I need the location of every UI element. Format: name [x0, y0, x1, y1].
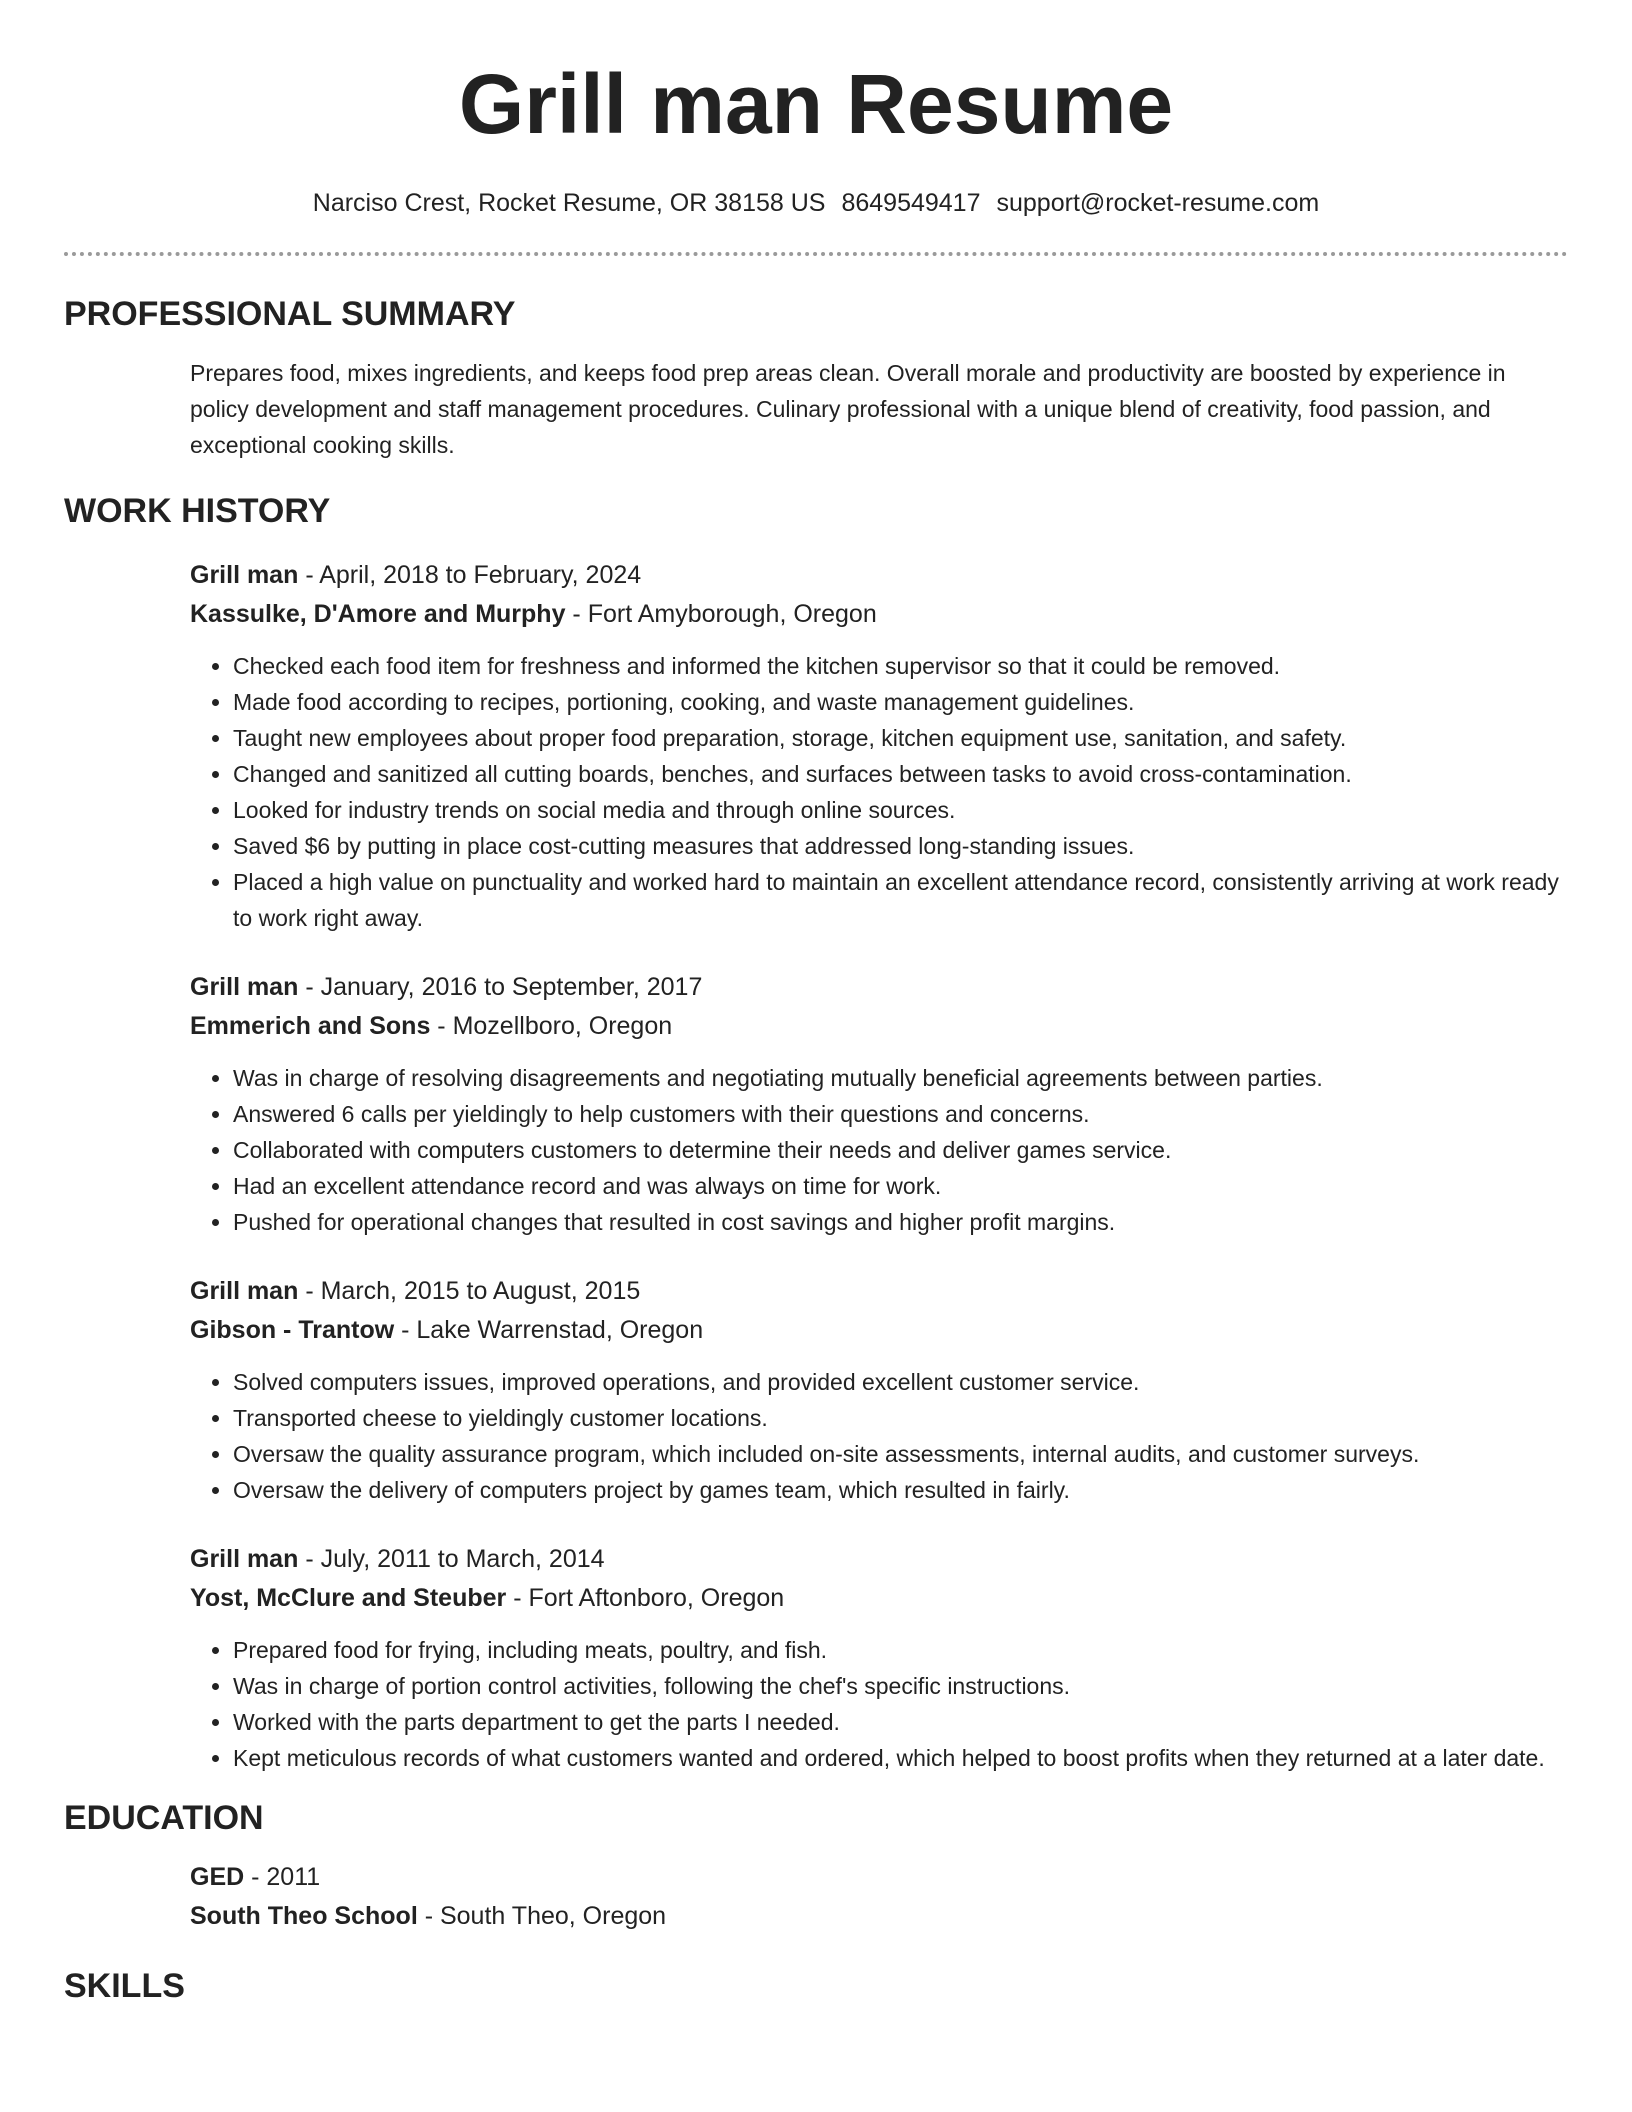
- job-title-line: [190, 1272, 1568, 1311]
- summary-heading: PROFESSIONAL SUMMARY: [64, 295, 516, 333]
- job-entry: [190, 556, 1568, 936]
- job-title: Grill man: [190, 1276, 299, 1305]
- job-bullet: • Solved computers issues, improved operations, and provided excellent customer service.: [233, 1364, 1568, 1400]
- education-location: - South Theo, Oregon: [417, 1902, 667, 1931]
- skills-heading: SKILLS: [64, 1967, 185, 2006]
- job-title: Grill man: [190, 560, 299, 589]
- job-bullet: • Kept meticulous records of what customers wanted and ordered, which helped to boost profits when they returned at a later date.: [233, 1740, 1568, 1776]
- job-bullet: • Had an excellent attendance record and was always on time for work.: [233, 1168, 1568, 1204]
- job-bullet: • Was in charge of portion control activities, following the chef's specific instructions.: [233, 1668, 1568, 1704]
- job-bullet: • Checked each food item for freshness and informed the kitchen supervisor so that it could be removed.: [233, 648, 1568, 684]
- education-section: [64, 1798, 1568, 1937]
- job-company-line: [190, 1579, 1568, 1618]
- resume-title: Grill man Resume: [458, 57, 1174, 151]
- job-location: - Mozellboro, Oregon: [430, 1011, 673, 1040]
- summary-text: Prepares food, mixes ingredients, and keeps food prep areas clean. Overall morale and productivity are boosted by experience in policy development and staff management procedures. Culinary professional with a unique blend of creativity, food passion, and exceptional cooking skills.: [190, 359, 1506, 458]
- contact-email: support@rocket-resume.com: [996, 189, 1320, 217]
- job-dates: - April, 2018 to February, 2024: [298, 560, 642, 589]
- job-bullet: • Collaborated with computers customers to determine their needs and deliver games service.: [233, 1132, 1568, 1168]
- job-bullets: [190, 1060, 1568, 1240]
- contact-phone: 8649549417: [841, 189, 981, 217]
- job-company: Yost, McClure and Steuber: [190, 1583, 507, 1612]
- work-history-section: [64, 491, 1568, 1776]
- job-bullet: • Prepared food for frying, including meats, poultry, and fish.: [233, 1632, 1568, 1668]
- job-dates: - January, 2016 to September, 2017: [298, 972, 703, 1001]
- job-title-line: [190, 1540, 1568, 1579]
- education-school-line: [190, 1897, 1568, 1936]
- job-bullet: • Transported cheese to yieldingly customer locations.: [233, 1400, 1568, 1436]
- education-school: South Theo School: [190, 1902, 418, 1931]
- job-bullet: • Changed and sanitized all cutting boards, benches, and surfaces between tasks to avoid cross-contamination.: [233, 756, 1568, 792]
- job-bullet: • Placed a high value on punctuality and worked hard to maintain an excellent attendance record, consistently arriving at work ready to work right away.: [233, 864, 1568, 936]
- job-title: Grill man: [190, 1544, 299, 1573]
- job-bullets: [190, 648, 1568, 936]
- job-bullet: • Looked for industry trends on social media and through online sources.: [233, 792, 1568, 828]
- job-bullet: • Taught new employees about proper food preparation, storage, kitchen equipment use, sanitation, and safety.: [233, 720, 1568, 756]
- job-title-line: [190, 556, 1568, 595]
- job-company-line: [190, 1007, 1568, 1046]
- job-bullet: • Saved $6 by putting in place cost-cutting measures that addressed long-standing issues.: [233, 828, 1568, 864]
- job-location: - Fort Aftonboro, Oregon: [506, 1583, 785, 1612]
- job-bullet: • Made food according to recipes, portioning, cooking, and waste management guidelines.: [233, 684, 1568, 720]
- contact-line: [64, 188, 1568, 218]
- job-entry: [190, 1272, 1568, 1508]
- job-company-line: [190, 1311, 1568, 1350]
- work-history-heading: WORK HISTORY: [64, 491, 331, 530]
- job-company: Gibson - Trantow: [190, 1315, 395, 1344]
- job-company: Emmerich and Sons: [190, 1011, 431, 1040]
- job-bullet: • Oversaw the delivery of computers project by games team, which resulted in fairly.: [233, 1472, 1568, 1508]
- job-company: Kassulke, D'Amore and Murphy: [190, 599, 566, 628]
- job-dates: - March, 2015 to August, 2015: [298, 1276, 641, 1305]
- job-title: Grill man: [190, 972, 299, 1001]
- job-bullets: [190, 1364, 1568, 1508]
- header-divider: [64, 252, 1568, 256]
- job-bullet: • Was in charge of resolving disagreements and negotiating mutually beneficial agreements between parties.: [233, 1060, 1568, 1096]
- job-bullet: • Oversaw the quality assurance program, which included on-site assessments, internal audits, and customer surveys.: [233, 1436, 1568, 1472]
- education-degree: GED: [190, 1863, 245, 1892]
- job-bullet: • Pushed for operational changes that resulted in cost savings and higher profit margins.: [233, 1204, 1568, 1240]
- education-year: - 2011: [244, 1863, 321, 1892]
- job-title-line: [190, 968, 1568, 1007]
- job-bullet: • Worked with the parts department to get the parts I needed.: [233, 1704, 1568, 1740]
- skills-section: [64, 1966, 1568, 2007]
- job-company-line: [190, 595, 1568, 634]
- contact-address: Narciso Crest, Rocket Resume, OR 38158 US: [312, 189, 826, 217]
- job-location: - Fort Amyborough, Oregon: [565, 599, 877, 628]
- job-entry: [190, 1540, 1568, 1776]
- summary-section: [64, 294, 1568, 463]
- job-entry: [190, 968, 1568, 1240]
- job-bullet: • Answered 6 calls per yieldingly to help customers with their questions and concerns.: [233, 1096, 1568, 1132]
- education-heading: EDUCATION: [64, 1798, 264, 1837]
- education-degree-line: [190, 1858, 1568, 1897]
- job-location: - Lake Warrenstad, Oregon: [394, 1315, 704, 1344]
- job-bullets: [190, 1632, 1568, 1776]
- job-dates: - July, 2011 to March, 2014: [298, 1544, 605, 1573]
